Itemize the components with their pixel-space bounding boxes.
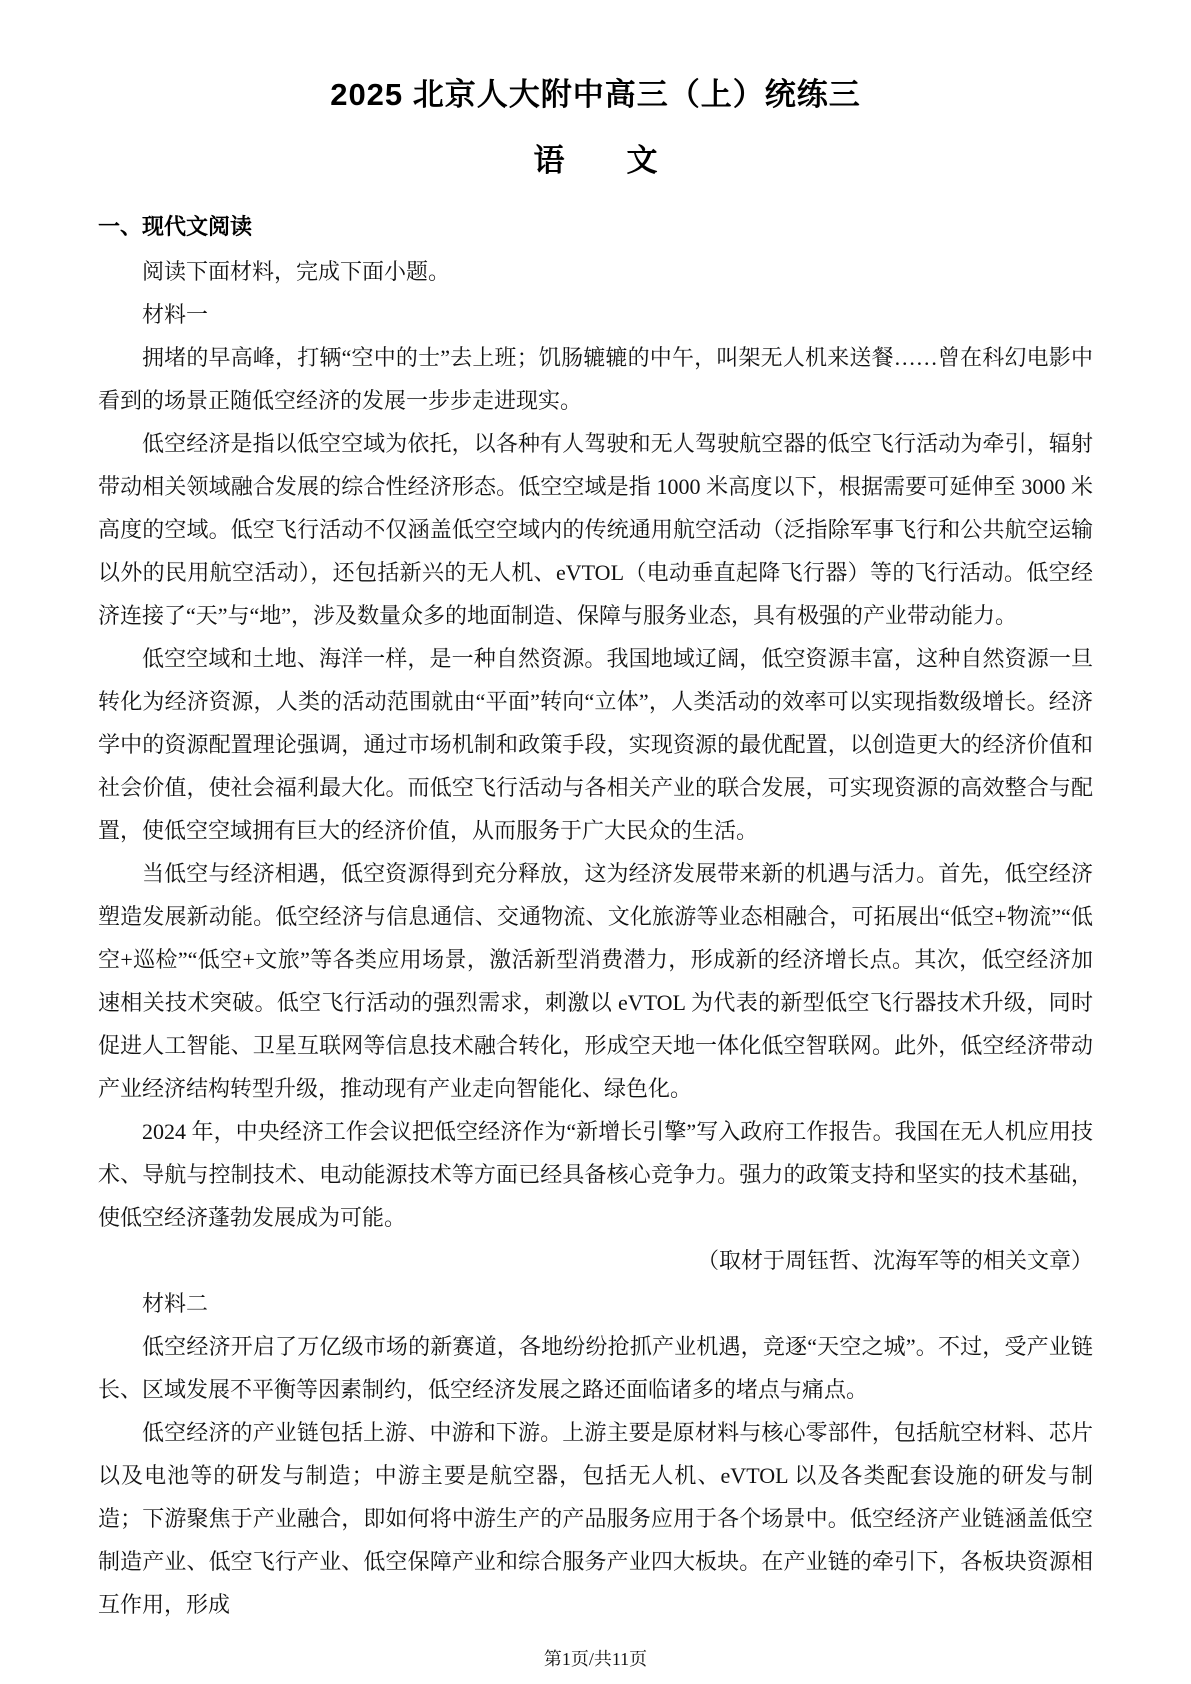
material1-paragraph: 当低空与经济相遇，低空资源得到充分释放，这为经济发展带来新的机遇与活力。首先，低空经济塑造发展新动能。低空经济与信息通信、交通物流、文化旅游等业态相融合，可拓展出“低空+物流”“低空+巡检”“低空+文旅”等各类应用场景，激活新型消费潜力，形成新的经济增长点。其次，低空经济加速相关技术突破。低空飞行活动的强烈需求，刺激以 eVTOL 为代表的新型低空飞行器技术升级，同时促进人工智能、卫星互联网等信息技术融合转化，形成空天地一体化低空智联网。此外，低空经济带动产业经济结构转型升级，推动现有产业走向智能化、绿色化。 — [98, 861, 1093, 1101]
page-content — [98, 0, 1093, 1626]
body-text — [98, 250, 1093, 1626]
material1-paragraph: 低空空域和土地、海洋一样，是一种自然资源。我国地域辽阔，低空资源丰富，这种自然资源一旦转化为经济资源，人类的活动范围就由“平面”转向“立体”，人类活动的效率可以实现指数级增长。经济学中的资源配置理论强调，通过市场机制和政策手段，实现资源的最优配置，以创造更大的经济价值和社会价值，使社会福利最大化。而低空飞行活动与各相关产业的联合发展，可实现资源的高效整合与配置，使低空空域拥有巨大的经济价值，从而服务于广大民众的生活。 — [98, 646, 1093, 843]
reading-intro: 阅读下面材料，完成下面小题。 — [142, 259, 451, 284]
page-number-footer: 第1页/共11页 — [543, 1649, 648, 1669]
material1-paragraph: 2024 年，中央经济工作会议把低空经济作为“新增长引擎”写入政府工作报告。我国在无人机应用技术、导航与控制技术、电动能源技术等方面已经具备核心竞争力。强力的政策支持和坚实的技术基础，使低空经济蓬勃发展成为可能。 — [98, 1119, 1093, 1230]
section-heading-modern-reading: 一、现代文阅读 — [98, 214, 253, 239]
material1-label: 材料一 — [142, 302, 209, 327]
material1-paragraph: 低空经济是指以低空空域为依托，以各种有人驾驶和无人驾驶航空器的低空飞行活动为牵引，辐射带动相关领域融合发展的综合性经济形态。低空空域是指 1000 米高度以下，根据需要可延伸至 3000 米高度的空域。低空飞行活动不仅涵盖低空空域内的传统通用航空活动（泛指除军事飞行和公共航空运输以外的民用航空活动），还包括新兴的无人机、eVTOL（电动垂直起降飞行器）等的飞行活动。低空经济连接了“天”与“地”，涉及数量众多的地面制造、保障与服务业态，具有极强的产业带动能力。 — [98, 431, 1093, 628]
exam-title: 2025 北京人大附中高三（上）统练三 — [330, 77, 861, 112]
material2-paragraph: 低空经济开启了万亿级市场的新赛道，各地纷纷抢抓产业机遇，竞逐“天空之城”。不过，受产业链长、区域发展不平衡等因素制约，低空经济发展之路还面临诸多的堵点与痛点。 — [98, 1334, 1093, 1402]
material2-label: 材料二 — [142, 1291, 209, 1316]
material1-source-attribution: （取材于周钰哲、沈海军等的相关文章） — [696, 1248, 1093, 1273]
material2-paragraph: 低空经济的产业链包括上游、中游和下游。上游主要是原材料与核心零部件，包括航空材料、芯片以及电池等的研发与制造；中游主要是航空器，包括无人机、eVTOL 以及各类配套设施的研发与制造；下游聚焦于产业融合，即如何将中游生产的产品服务应用于各个场景中。低空经济产业链涵盖低空制造产业、低空飞行产业、低空保障产业和综合服务产业四大板块。在产业链的牵引下，各板块资源相互作用，形成 — [98, 1420, 1093, 1617]
subject-title: 语 文 — [533, 143, 658, 178]
material1-paragraph: 拥堵的早高峰，打辆“空中的士”去上班；饥肠辘辘的中午，叫架无人机来送餐……曾在科幻电影中看到的场景正随低空经济的发展一步步走进现实。 — [98, 345, 1093, 413]
